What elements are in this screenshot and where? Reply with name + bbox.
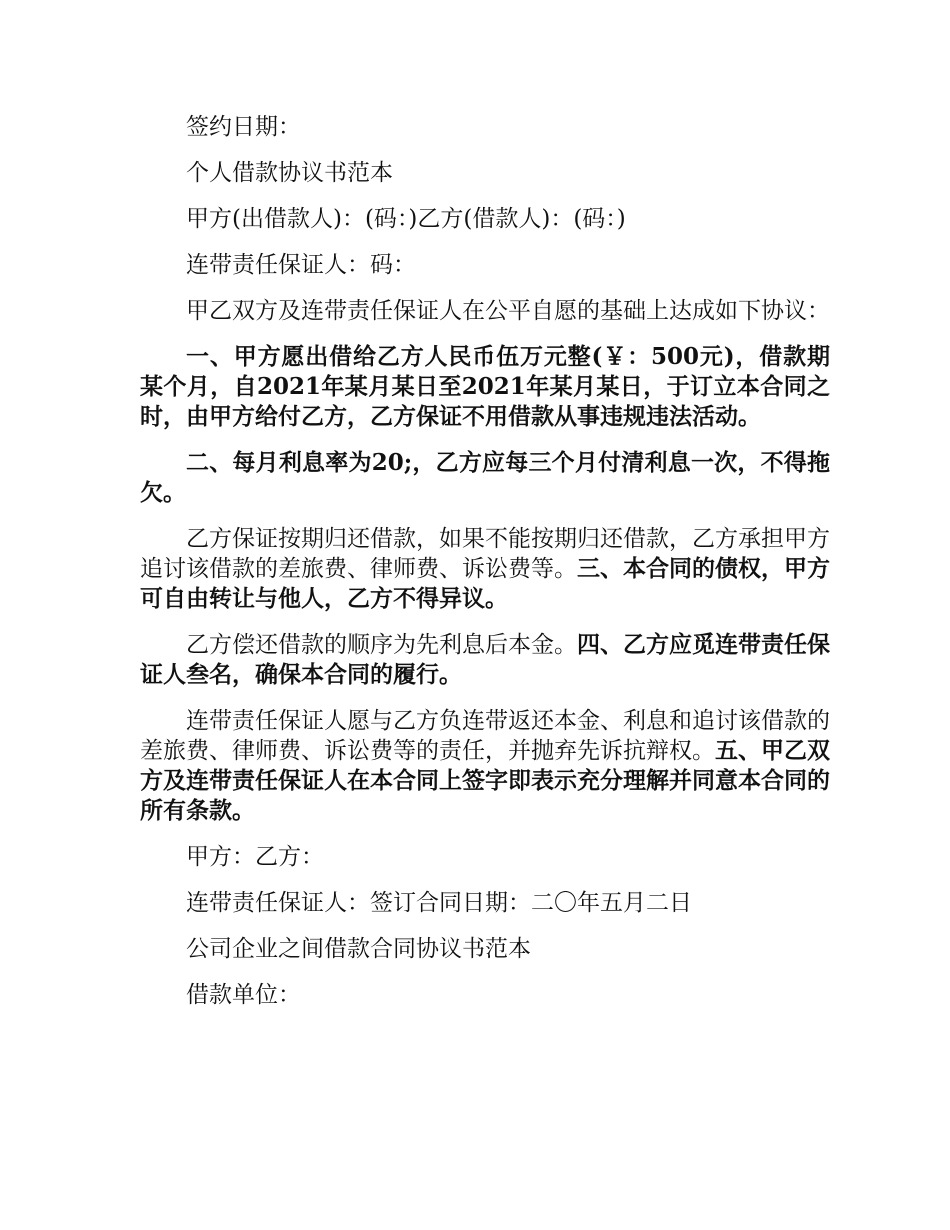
document-paragraph [140, 888, 830, 918]
document-paragraph [140, 842, 830, 872]
document-page [140, 112, 830, 1026]
document-paragraph [140, 342, 830, 432]
bold-clause-text: 一、甲方愿出借给乙方人民币伍万元整(￥：500元)，借款期某个月，自2021年某月某日至2021年某月某日，于订立本合同之时，由甲方给付乙方，乙方保证不用借款从事违规违法活动。 [140, 343, 830, 430]
bold-clause-text: 二、每月利息率为20;，乙方应每三个月付清利息一次，不得拖欠。 [140, 449, 830, 506]
paragraph-text: 乙方偿还借款的顺序为先利息后本金。 [186, 632, 577, 658]
paragraph-text: 个人借款协议书范本 [186, 160, 393, 186]
paragraph-text: 签约日期： [186, 114, 301, 140]
document-paragraph [140, 204, 830, 234]
paragraph-text: 连带责任保证人愿与乙方负连带返还本金、利息和追讨该借款的差旅费、律师费、诉讼费等的责任，并抛弃先诉抗辩权。 [140, 708, 830, 764]
document-paragraph [140, 934, 830, 964]
document-paragraph [140, 630, 830, 690]
paragraph-text: 连带责任保证人：签订合同日期：二〇年五月二日 [186, 890, 692, 916]
bold-clause-text: 四、乙方应觅连带责任保证人叁名，确保本合同的履行。 [140, 631, 830, 688]
bold-clause-text: 五、甲乙双方及连带责任保证人在本合同上签字即表示充分理解并同意本合同的所有条款。 [140, 737, 830, 824]
bold-clause-text: 三、本合同的债权，甲方可自由转让与他人，乙方不得异议。 [140, 555, 830, 612]
paragraph-text: 甲乙双方及连带责任保证人在公平自愿的基础上达成如下协议： [186, 298, 830, 324]
paragraph-text: 甲方：乙方： [186, 844, 324, 870]
document-paragraph [140, 524, 830, 614]
paragraph-text: 乙方保证按期归还借款，如果不能按期归还借款，乙方承担甲方追讨该借款的差旅费、律师费、诉讼费等。 [140, 526, 830, 582]
document-paragraph [140, 706, 830, 826]
document-paragraph [140, 296, 830, 326]
paragraph-text: 连带责任保证人：码： [186, 252, 416, 278]
document-paragraph [140, 112, 830, 142]
paragraph-text: 甲方(出借款人)：(码：)乙方(借款人)：(码：) [186, 206, 626, 232]
paragraph-text: 公司企业之间借款合同协议书范本 [186, 936, 531, 962]
paragraph-text: 借款单位： [186, 982, 301, 1008]
document-paragraph [140, 980, 830, 1010]
document-paragraph [140, 158, 830, 188]
document-paragraph [140, 448, 830, 508]
document-paragraph [140, 250, 830, 280]
